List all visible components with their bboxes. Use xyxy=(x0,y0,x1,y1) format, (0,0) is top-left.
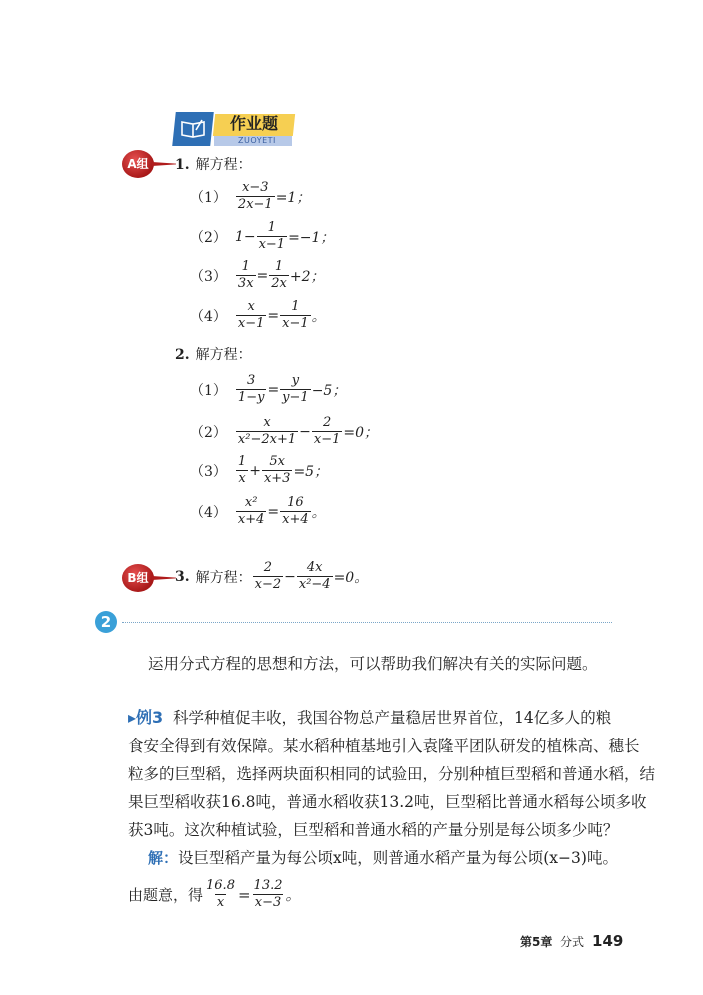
equation-item xyxy=(190,259,325,292)
math-text: =0。 xyxy=(333,569,369,586)
fraction xyxy=(280,299,311,332)
item-label: （1） xyxy=(190,189,227,206)
denominator: y−1 xyxy=(282,390,309,405)
fraction xyxy=(262,454,293,487)
fraction xyxy=(236,180,275,213)
math-text: = xyxy=(256,267,269,284)
math-text: + xyxy=(249,462,261,479)
book-pencil-icon xyxy=(180,118,206,138)
page-number: 149 xyxy=(592,932,624,950)
fraction xyxy=(236,299,267,332)
section-number: 2 xyxy=(95,611,117,633)
section-divider xyxy=(122,622,612,623)
fraction xyxy=(253,560,284,593)
numerator: 16 xyxy=(287,495,304,510)
denominator: x²−4 xyxy=(298,577,331,592)
numerator: x−3 xyxy=(242,180,269,195)
banner-subtitle: ZUOYETI xyxy=(238,136,276,145)
math-text: = xyxy=(267,307,280,324)
denominator: x xyxy=(238,471,246,486)
denominator: x²−2x+1 xyxy=(237,432,297,447)
equation-item xyxy=(190,180,310,213)
denominator: x−2 xyxy=(254,577,282,592)
fraction xyxy=(269,259,289,292)
homework-banner xyxy=(174,110,298,148)
fraction xyxy=(236,415,298,448)
math-text: −5； xyxy=(311,382,347,399)
denominator: x−1 xyxy=(313,432,341,447)
math-text: =0； xyxy=(343,424,378,441)
denominator: x+3 xyxy=(263,471,291,486)
equation-item xyxy=(190,220,334,253)
page-footer: 第5章 分式 149 xyxy=(520,932,624,950)
denominator: x−1 xyxy=(282,316,309,331)
question-3-equation xyxy=(252,560,369,593)
math-text: − xyxy=(299,423,311,440)
math-text: = xyxy=(267,503,280,520)
item-label: （4） xyxy=(190,308,227,325)
numerator: 1 xyxy=(291,299,300,314)
question-2: 2. 解方程： xyxy=(175,347,252,363)
banner-title: 作业题 xyxy=(230,114,279,133)
item-label: （3） xyxy=(190,268,227,285)
example-label: ▸例3 xyxy=(128,708,164,727)
math-text: = xyxy=(267,381,280,398)
example-3: ▸例3 科学种植促丰收，我国谷物总产量稳居世界首位，14亿多人的粮 食安全得到有效保障。某水稻种植基地引入袁隆平团队研发的植株高、穗长 粒多的巨型稻，选择两块面积相同的试验田，分别种植巨型稻和普通水稻，结 果巨型稻收获16.8吨，普通水稻收获13.2吨，巨型稻比普通水稻每公顷多收 获3吨。这次种植试验，巨型稻和普通水稻的产量分别是每公顷多少吨？ 解：设巨型稻产量为每公顷x吨，则普通水稻产量为每公顷(x−3)吨。 xyxy=(128,708,656,867)
solution-equation: 由题意，得 $\frac{16.8}{x}$ = $\frac{13.2}{x-3}$ 。 xyxy=(128,878,301,910)
numerator: 1 xyxy=(267,220,276,235)
math-text: =−1； xyxy=(288,229,335,246)
section-intro: 运用分式方程的思想和方法，可以帮助我们解决有关的实际问题。 xyxy=(148,655,598,673)
numerator: x xyxy=(247,299,255,314)
denominator: x xyxy=(216,895,225,910)
numerator: 16.8 xyxy=(206,878,235,893)
equation-item xyxy=(190,415,378,448)
item-label: （4） xyxy=(190,504,227,521)
group-b-badge: B组 xyxy=(122,564,178,594)
numerator: 2 xyxy=(263,560,273,575)
denominator: x+4 xyxy=(282,512,309,527)
denominator: x−1 xyxy=(258,237,286,252)
numerator: 2 xyxy=(322,415,332,430)
numerator: 3 xyxy=(247,373,256,388)
fraction xyxy=(280,373,311,406)
numerator: y xyxy=(291,373,300,388)
equation-item xyxy=(190,495,326,528)
item-label: （3） xyxy=(190,463,227,480)
solution-label: 解： xyxy=(148,849,179,867)
math-text: = xyxy=(237,885,251,904)
equation-item xyxy=(190,299,326,332)
denominator: 1−y xyxy=(237,390,265,405)
denominator: x+4 xyxy=(237,512,265,527)
fraction xyxy=(252,878,285,911)
item-label: （2） xyxy=(190,229,227,246)
fraction xyxy=(204,878,237,911)
fraction xyxy=(236,373,267,406)
numerator: 5x xyxy=(269,454,285,469)
numerator: 1 xyxy=(274,259,284,274)
math-text: +2； xyxy=(289,268,325,285)
denominator: 2x−1 xyxy=(237,197,273,212)
equation-item xyxy=(190,454,328,487)
math-text: =5； xyxy=(293,463,329,480)
numerator: 4x xyxy=(306,560,323,575)
math-text: − xyxy=(284,568,296,585)
fraction xyxy=(236,259,256,292)
fraction xyxy=(236,454,248,487)
math-text: 。 xyxy=(311,504,326,521)
numerator: 1 xyxy=(237,454,247,469)
equation-item xyxy=(190,373,346,406)
question-1: 1. 解方程： xyxy=(175,157,252,173)
fraction xyxy=(280,495,311,528)
fraction xyxy=(236,495,267,528)
numerator: 1 xyxy=(241,259,250,274)
denominator: x−1 xyxy=(237,316,265,331)
math-text: 。 xyxy=(285,886,301,904)
fraction xyxy=(297,560,333,593)
math-text: 。 xyxy=(311,308,326,325)
denominator: 3x xyxy=(237,276,254,291)
item-label: （1） xyxy=(190,382,227,399)
math-text: 1− xyxy=(234,228,256,245)
item-label: （2） xyxy=(190,424,227,441)
numerator: x² xyxy=(244,495,258,510)
fraction xyxy=(257,220,288,253)
denominator: x−3 xyxy=(254,895,282,910)
numerator: 13.2 xyxy=(253,878,283,893)
question-3: 3. 解方程： $\frac{2}{x-2}$ − $\frac{4x}{\text{x²−4}}$ =0。 xyxy=(175,560,369,592)
numerator: x xyxy=(263,415,271,430)
group-a-badge: A组 xyxy=(122,150,178,180)
fraction xyxy=(312,415,343,448)
math-text: =1； xyxy=(275,189,311,206)
denominator: 2x xyxy=(271,276,287,291)
